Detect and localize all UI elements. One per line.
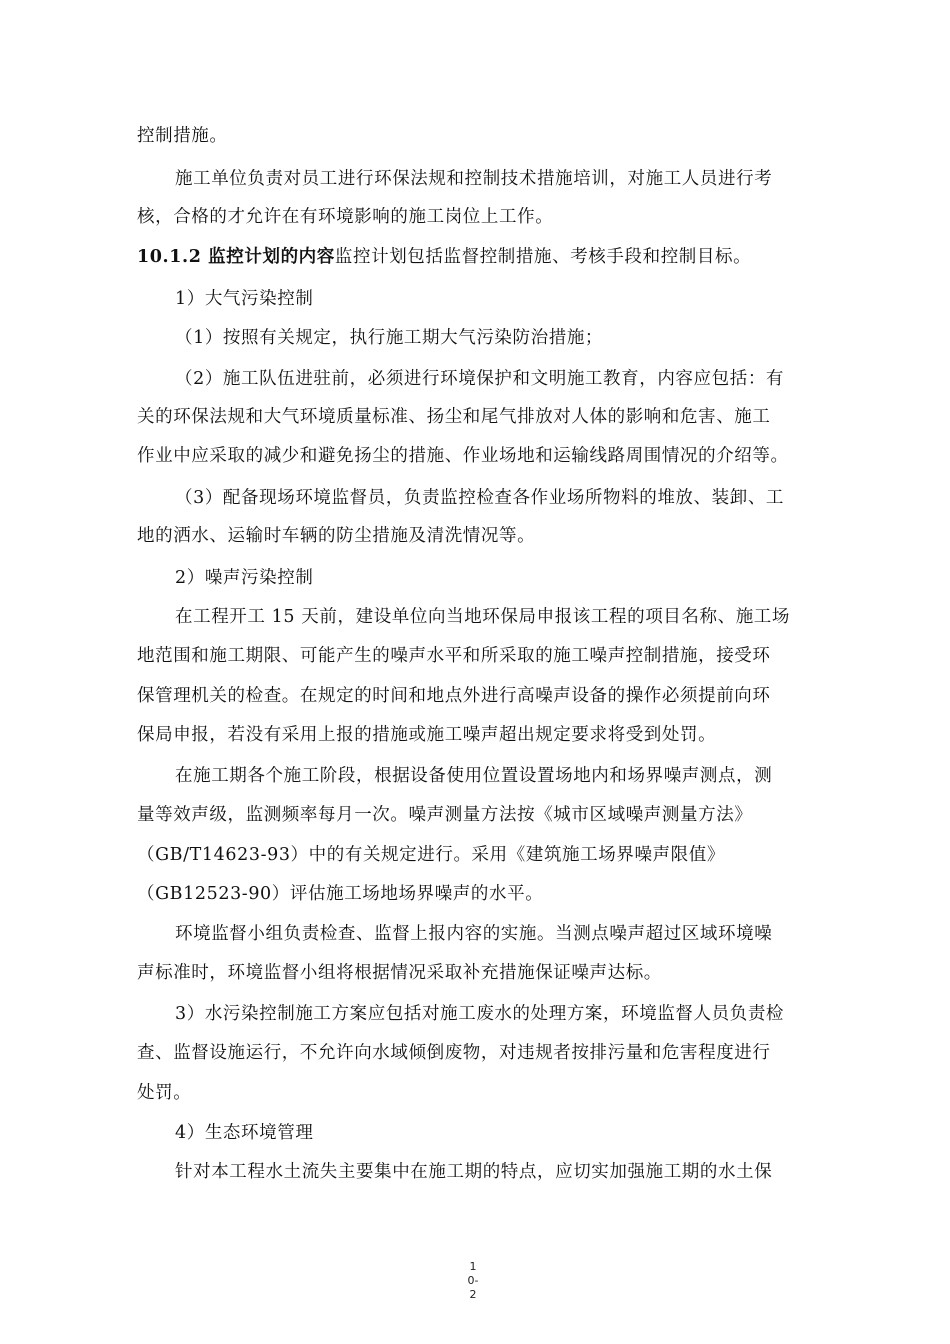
subsection-title: 2）噪声污染控制 [175,568,314,588]
text-line: 保局申报，若没有采用上报的措施或施工噪声超出规定要求将受到处罚。 [137,725,717,745]
paragraph-line: 施工单位负责对员工进行环保法规和控制技术措施培训，对施工人员进行考 [175,169,773,189]
paragraph-line: 在施工期各个施工阶段，根据设备使用位置设置场地内和场界噪声测点，测 [175,766,773,786]
section-text: 监控计划包括监督控制措施、考核手段和控制目标。 [334,247,752,267]
paragraph-line: 针对本工程水土流失主要集中在施工期的特点，应切实加强施工期的水土保 [175,1162,773,1182]
text-line: 核，合格的才允许在有环境影响的施工岗位上工作。 [137,207,554,227]
page-number-part: 2 [469,1288,477,1301]
text-line: 作业中应采取的减少和避免扬尘的措施、作业场地和运输线路周围情况的介绍等。 [137,446,789,466]
text-line: 处罚。 [137,1083,192,1103]
text-line: 查、监督设施运行，不允许向水域倾倒废物，对违规者按排污量和危害程度进行 [137,1043,771,1063]
page-number-part: 0- [467,1274,479,1287]
paragraph-line: 3）水污染控制施工方案应包括对施工废水的处理方案，环境监督人员负责检 [175,1004,785,1024]
section-line [137,245,751,269]
subsection-title: 1）大气污染控制 [175,289,314,309]
text-line: （GB/T14623-93）中的有关规定进行。采用《建筑施工场界噪声限值》 [137,845,725,865]
text-line: 关的环保法规和大气环境质量标准、扬尘和尾气排放对人体的影响和危害、施工 [137,407,771,427]
list-item: （3）配备现场环境监督员，负责监控检查各作业场所物料的堆放、装卸、工 [175,488,785,508]
page-number-part: 1 [469,1260,477,1273]
paragraph-line: 在工程开工 15 天前，建设单位向当地环保局申报该工程的项目名称、施工场 [175,607,790,627]
text-line: 保管理机关的检查。在规定的时间和地点外进行高噪声设备的操作必须提前向环 [137,686,771,706]
list-item: （1）按照有关规定，执行施工期大气污染防治措施； [175,328,604,348]
subsection-title: 4）生态环境管理 [175,1123,314,1143]
text-line: 地的洒水、运输时车辆的防尘措施及清洗情况等。 [137,526,536,546]
list-item: （2）施工队伍进驻前，必须进行环境保护和文明施工教育，内容应包括：有 [175,369,785,389]
text-line: （GB12523-90）评估施工场地场界噪声的水平。 [137,884,544,904]
text-line: 地范围和施工期限、可能产生的噪声水平和所采取的施工噪声控制措施，接受环 [137,646,771,666]
section-heading: 10.1.2 监控计划的内容 [137,247,335,267]
text-line: 声标准时，环境监督小组将根据情况采取补充措施保证噪声达标。 [137,963,662,983]
text-line: 控制措施。 [137,126,228,146]
paragraph-line: 环境监督小组负责检查、监督上报内容的实施。当测点噪声超过区域环境噪 [175,924,773,944]
text-line: 量等效声级，监测频率每月一次。噪声测量方法按《城市区域噪声测量方法》 [137,805,753,825]
